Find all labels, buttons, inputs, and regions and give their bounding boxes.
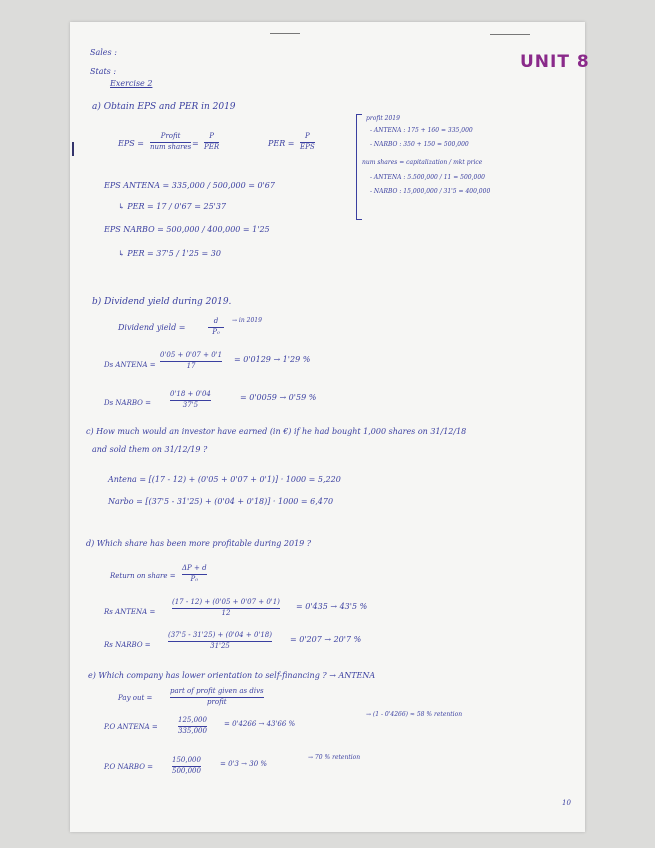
eps-denominator-2: PER bbox=[204, 142, 220, 151]
margin-mark bbox=[72, 142, 74, 156]
payout-numerator: part of profit given as divs bbox=[170, 687, 264, 695]
ros-fraction bbox=[182, 565, 207, 583]
rs-antena-fraction bbox=[172, 599, 280, 617]
sidebar-brace bbox=[356, 114, 362, 220]
rs-narbo-fraction bbox=[168, 632, 272, 650]
page-edge-mark bbox=[270, 33, 300, 34]
rs-narbo-numerator: (37'5 - 31'25) + (0'04 + 0'18) bbox=[168, 631, 272, 639]
qc-title-1: c) How much would an investor have earned (in €) if he had bought 1,000 shares on 31/12/18 bbox=[86, 427, 467, 436]
payout-denominator: profit bbox=[207, 697, 227, 706]
po-narbo-label: P.O NARBO = bbox=[104, 763, 154, 771]
qa-title: a) Obtain EPS and PER in 2019 bbox=[92, 102, 236, 112]
per-fraction bbox=[300, 133, 315, 151]
sales-label: Sales : bbox=[90, 48, 117, 57]
eps-narbo: EPS NARBO = 500,000 / 400,000 = 1'25 bbox=[104, 225, 270, 234]
qe-title: e) Which company has lower orientation to self-financing ? → ANTENA bbox=[88, 671, 376, 680]
page-number: 10 bbox=[562, 799, 571, 807]
po-antena-note: → (1 - 0'4266) ≈ 58 % retention bbox=[366, 711, 463, 718]
dy-denominator: P₀ bbox=[212, 327, 220, 336]
ds-narbo-label: Ds NARBO = bbox=[104, 399, 151, 407]
per-numerator: P bbox=[304, 132, 310, 140]
po-narbo-fraction bbox=[172, 757, 201, 775]
per-label: PER = bbox=[268, 139, 295, 148]
po-narbo-note: → 70 % retention bbox=[308, 754, 361, 761]
rs-antena-denominator: 12 bbox=[221, 608, 231, 617]
ds-antena-label: Ds ANTENA = bbox=[104, 361, 156, 369]
profit-antena: - ANTENA : 175 + 160 = 335,000 bbox=[370, 127, 473, 134]
shares-title: num shares = capitalization / mkt price bbox=[362, 159, 483, 166]
rs-antena-label: Rs ANTENA = bbox=[104, 608, 156, 616]
page-edge-mark bbox=[490, 34, 530, 35]
po-narbo-denominator: 500,000 bbox=[172, 766, 201, 775]
ros-numerator: ΔP + d bbox=[182, 564, 207, 572]
ds-narbo-denominator: 37'5 bbox=[182, 400, 199, 409]
stats-label: Stats : bbox=[90, 67, 117, 76]
dy-note: → in 2019 bbox=[232, 317, 262, 324]
shares-antena: - ANTENA : 5.500,000 / 11 = 500,000 bbox=[370, 174, 485, 181]
po-antena-result: = 0'4266 → 43'66 % bbox=[224, 720, 296, 728]
po-antena-numerator: 125,000 bbox=[178, 716, 207, 724]
ds-narbo-fraction bbox=[170, 391, 211, 409]
rs-narbo-result: = 0'207 → 20'7 % bbox=[290, 635, 362, 644]
eps-equals: = bbox=[192, 139, 199, 148]
ds-narbo-result: = 0'0059 → 0'59 % bbox=[240, 393, 317, 402]
payout-label: Pay out = bbox=[118, 694, 153, 702]
qb-title: b) Dividend yield during 2019. bbox=[92, 297, 232, 307]
eps-numerator: Profit bbox=[160, 132, 181, 140]
ros-denominator: P₀ bbox=[190, 574, 199, 583]
payout-fraction bbox=[170, 688, 264, 706]
qc-antena: Antena = [(17 - 12) + (0'05 + 0'07 + 0'1)] · 1000 = 5,220 bbox=[108, 475, 341, 484]
qc-narbo: Narbo = [(37'5 - 31'25) + (0'04 + 0'18)] · 1000 = 6,470 bbox=[108, 497, 334, 506]
shares-narbo: - NARBO : 15,000,000 / 31'5 = 400,000 bbox=[370, 188, 491, 195]
rs-narbo-label: Rs NARBO = bbox=[104, 641, 151, 649]
po-antena-denominator: 335,000 bbox=[178, 726, 207, 735]
po-narbo-numerator: 150,000 bbox=[172, 756, 201, 764]
per-antena: ↳ PER = 17 / 0'67 = 25'37 bbox=[118, 202, 227, 211]
ds-antena-fraction bbox=[160, 352, 222, 370]
dy-numerator: d bbox=[213, 317, 219, 325]
ds-antena-result: = 0'0129 → 1'29 % bbox=[234, 355, 311, 364]
po-narbo-result: = 0'3 → 30 % bbox=[220, 760, 268, 768]
per-denominator: EPS bbox=[300, 142, 315, 151]
rs-antena-numerator: (17 - 12) + (0'05 + 0'07 + 0'1) bbox=[172, 598, 280, 606]
po-antena-fraction bbox=[178, 717, 207, 735]
dy-fraction bbox=[208, 318, 224, 336]
rs-narbo-denominator: 31'25 bbox=[210, 641, 230, 650]
po-antena-label: P.O ANTENA = bbox=[104, 723, 158, 731]
eps-numerator-2: P bbox=[209, 132, 214, 140]
eps-denominator: num shares bbox=[150, 142, 192, 151]
eps-antena: EPS ANTENA = 335,000 / 500,000 = 0'67 bbox=[104, 181, 275, 190]
ros-label: Return on share = bbox=[110, 572, 176, 580]
ds-antena-numerator: 0'05 + 0'07 + 0'1 bbox=[160, 351, 223, 359]
eps-fraction bbox=[150, 133, 191, 151]
rs-antena-result: = 0'435 → 43'5 % bbox=[296, 602, 368, 611]
per-narbo: ↳ PER = 37'5 / 1'25 = 30 bbox=[118, 249, 221, 258]
eps-fraction-2 bbox=[204, 133, 219, 151]
profit-narbo: - NARBO : 350 + 150 = 500,000 bbox=[370, 141, 469, 148]
qc-title-2: and sold them on 31/12/19 ? bbox=[92, 445, 208, 454]
ds-narbo-numerator: 0'18 + 0'04 bbox=[170, 390, 211, 398]
unit-title: UNIT 8 bbox=[520, 52, 590, 72]
ds-antena-denominator: 17 bbox=[186, 361, 196, 370]
profit-title: profit 2019 bbox=[366, 115, 400, 122]
dy-label: Dividend yield = bbox=[118, 323, 186, 332]
exercise-title: Exercise 2 bbox=[110, 79, 153, 88]
qd-title: d) Which share has been more profitable during 2019 ? bbox=[86, 539, 312, 548]
eps-label: EPS = bbox=[118, 139, 144, 148]
